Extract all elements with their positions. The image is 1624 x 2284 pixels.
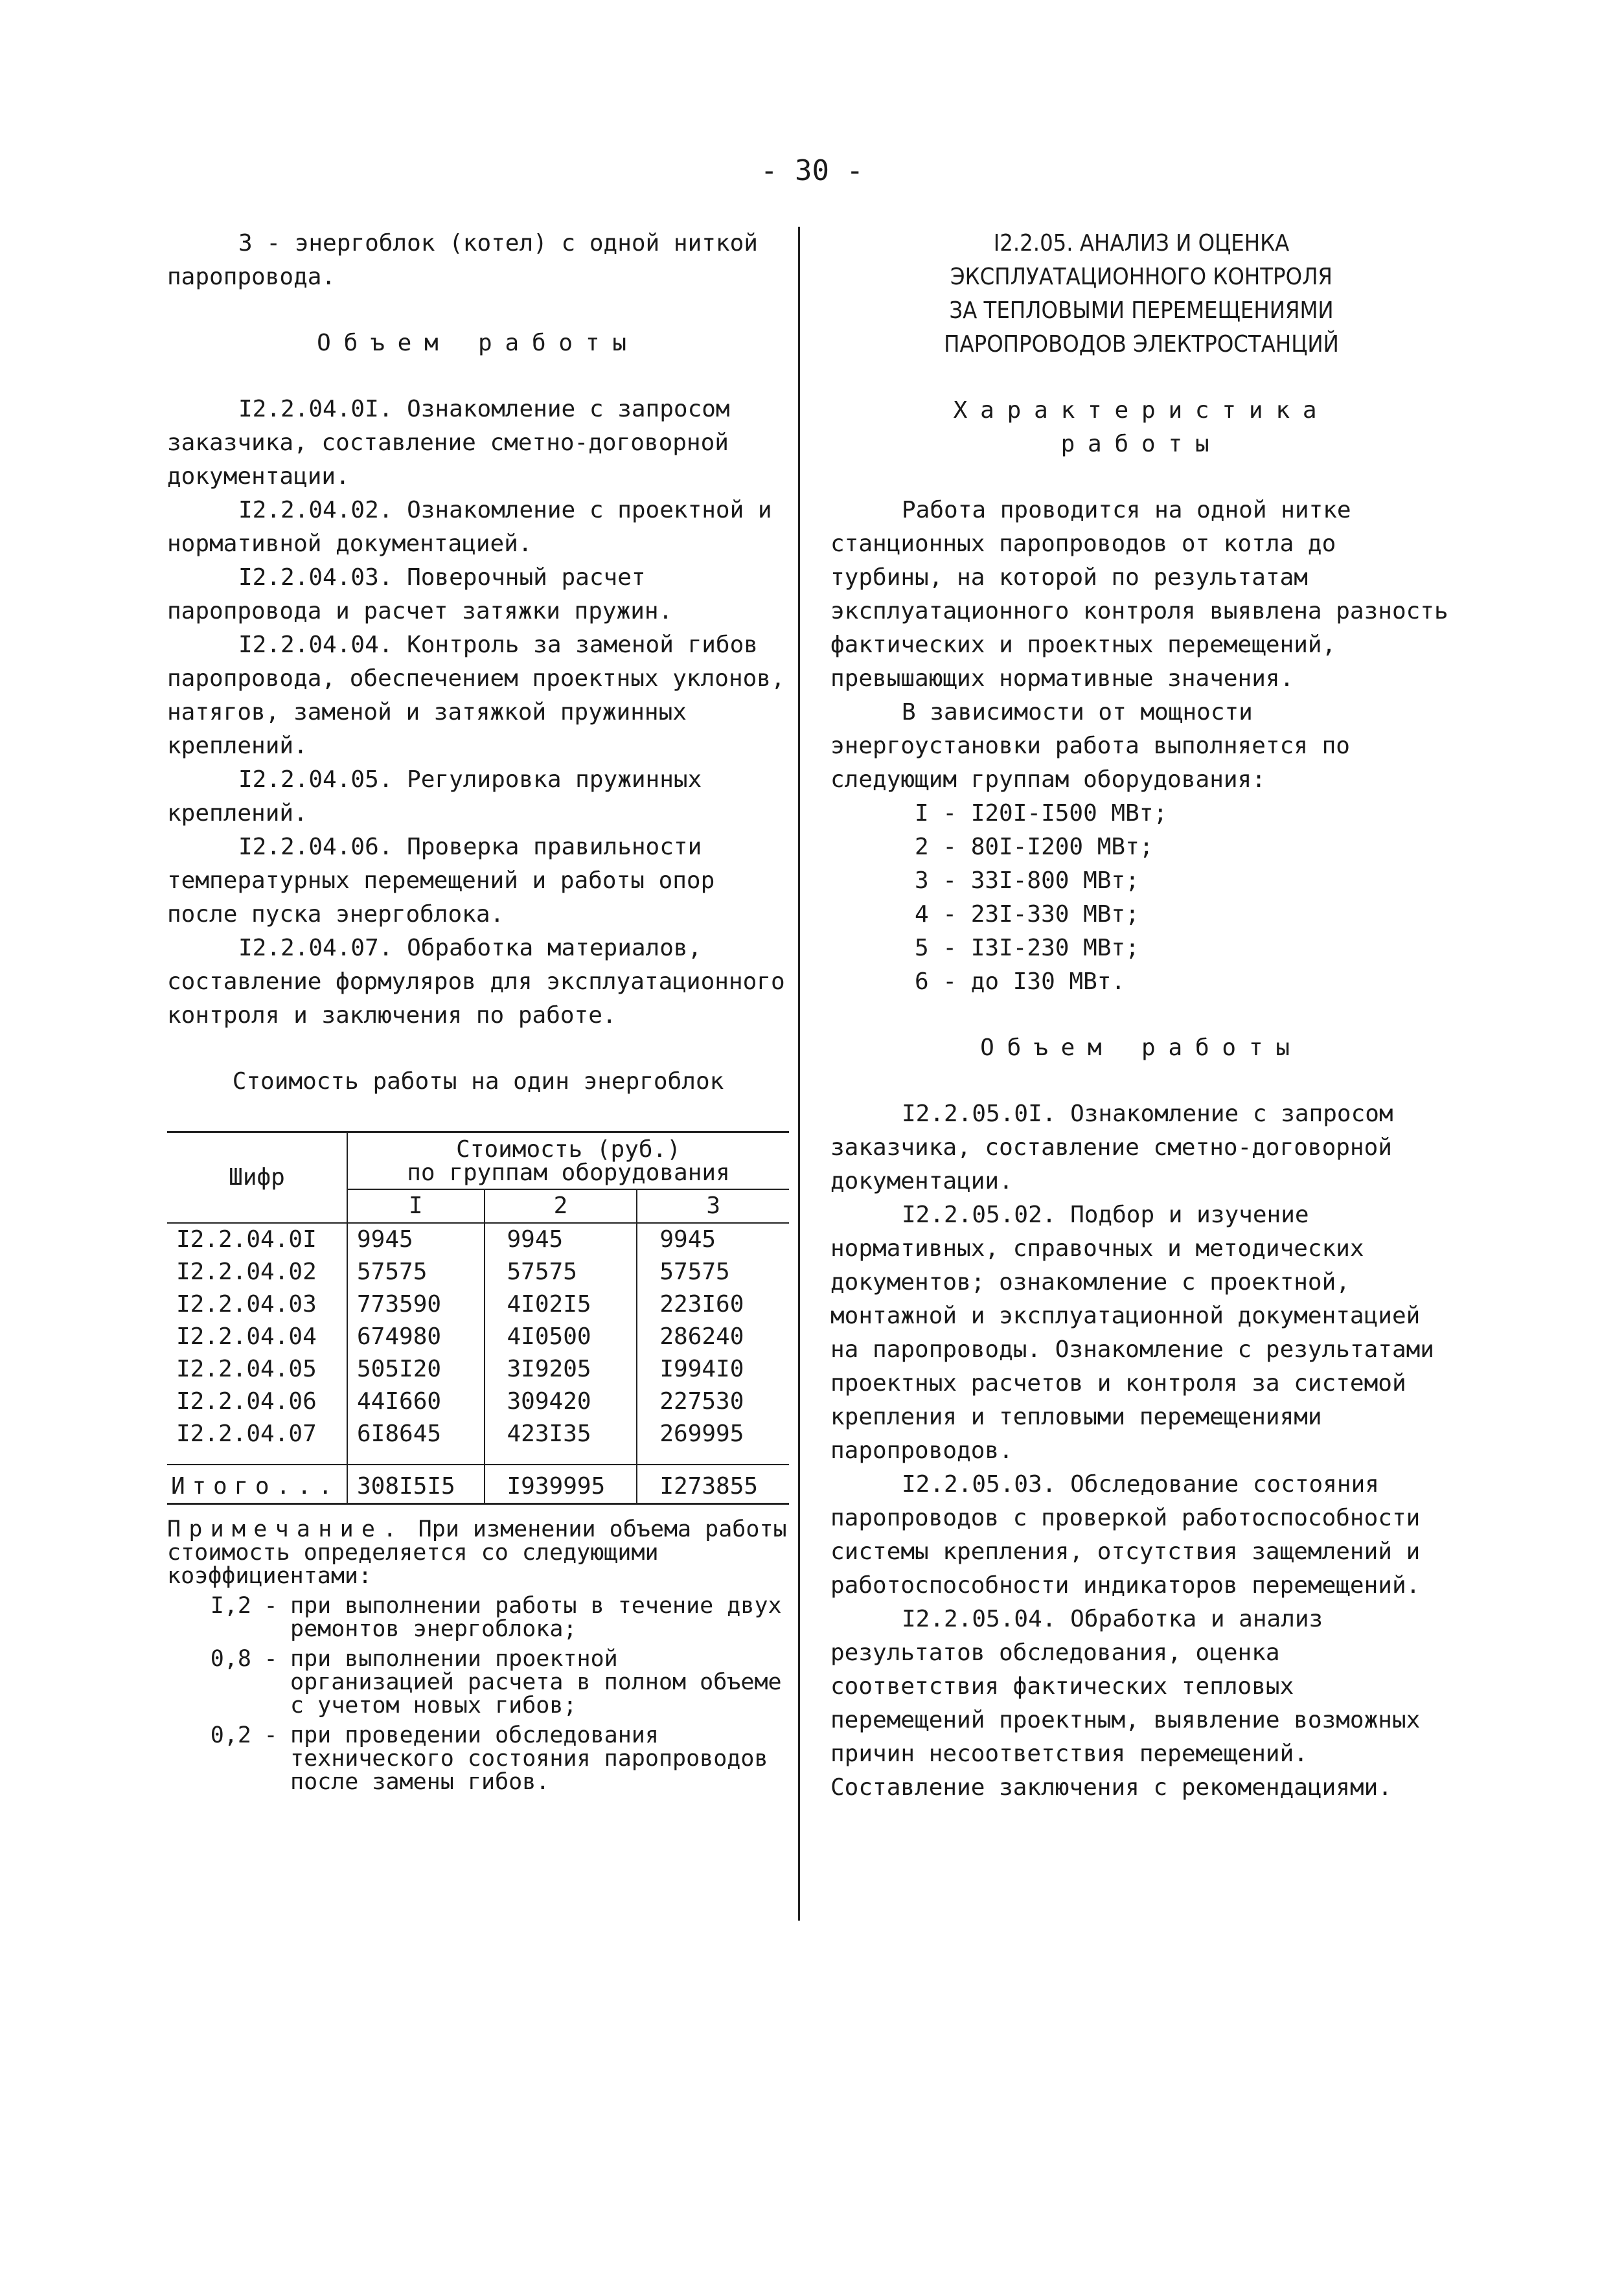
row-code: I2.2.04.05	[167, 1353, 347, 1386]
table-header-cost-line2: по группам оборудования	[407, 1159, 730, 1186]
work-item: I2.2.04.0I. Ознакомление с запросом заказчика, составление сметно-договорной документации.	[167, 396, 730, 490]
cost-table	[167, 1131, 789, 1505]
table-header-cipher: Шифр	[167, 1133, 347, 1223]
row-value: 773590	[347, 1288, 485, 1321]
note-text: При изменении объема работы стоимость определяется со следующими коэффициентами:	[167, 1516, 787, 1589]
table-header-cost	[347, 1133, 789, 1189]
section-title	[830, 227, 1452, 361]
row-value: 4I0500	[485, 1321, 637, 1353]
coefficient-value: 0,2	[210, 1722, 251, 1748]
table-header-cost-line1: Стоимость (руб.)	[456, 1136, 681, 1163]
work-item: I2.2.04.04. Контроль за заменой гибов паропровода, обеспечением проектных уклонов, натягов, заменой и затяжкой пружинных креплений.	[167, 632, 785, 759]
note-coefficient: 0,2 - при проведении обследования технического состояния паропроводов после замены гибов.	[167, 1724, 789, 1794]
row-code: I2.2.04.0I	[167, 1223, 347, 1256]
work-item: I2.2.04.05. Регулировка пружинных креплений.	[167, 766, 702, 827]
section-title-line: ЭКСПЛУАТАЦИОННОГО КОНТРОЛЯ	[950, 264, 1332, 290]
table-total-row	[167, 1465, 789, 1503]
section-title-line: ПАРОПРОВОДОВ ЭЛЕКТРОСТАНЦИЙ	[944, 331, 1339, 358]
work-item: I2.2.05.03. Обследование состояния паропроводов с проверкой работоспособности системы крепления, отсутствия защемлений и работоспособности индикаторов перемещений.	[830, 1471, 1421, 1599]
column-divider	[798, 227, 800, 1921]
intro-text: 3 - энергоблок (котел) с одной ниткой паропровода.	[167, 230, 758, 290]
row-value: 57575	[659, 1259, 730, 1285]
left-column	[167, 227, 789, 1794]
row-value: 269995	[659, 1421, 744, 1447]
coefficient-value: 0,8	[210, 1646, 251, 1672]
row-value: 3I9205	[485, 1353, 637, 1386]
work-item: I2.2.04.02. Ознакомление с проектной и нормативной документацией.	[167, 497, 772, 557]
equipment-groups	[915, 797, 1452, 999]
total-value: I273855	[637, 1465, 789, 1503]
table-header-group: I	[347, 1189, 485, 1223]
equipment-group: 5 - I3I-230 МВт;	[915, 935, 1139, 961]
work-item: I2.2.04.03. Поверочный расчет паропровода и расчет затяжки пружин.	[167, 564, 673, 624]
volume-heading: Объем работы	[317, 330, 639, 356]
table-row	[167, 1223, 789, 1256]
table-row	[167, 1386, 789, 1418]
work-item: I2.2.05.04. Обработка и анализ результатов обследования, оценка соответствия фактических тепловых перемещений проектным, выявление возможных причин несоответствия перемещений. Составление заключения с рекомендациями.	[830, 1606, 1421, 1801]
row-value: 674980	[347, 1321, 485, 1353]
table-row	[167, 1288, 789, 1321]
note-block	[167, 1518, 789, 1794]
volume-heading: Объем работы	[980, 1034, 1303, 1061]
total-label: Итого...	[167, 1465, 347, 1503]
characteristic-heading: Характеристика	[953, 397, 1330, 424]
table-row	[167, 1418, 789, 1450]
row-value: 9945	[659, 1226, 716, 1253]
table-header-group: 3	[637, 1189, 789, 1223]
note-label: Примечание.	[167, 1516, 405, 1542]
coefficient-text: при выполнении проектной организацией расчета в полном объеме с учетом новых гибов;	[290, 1646, 782, 1719]
row-value: 286240	[659, 1323, 744, 1350]
row-value: 423I35	[485, 1418, 637, 1450]
work-item: I2.2.05.02. Подбор и изучение нормативных, справочных и методических документов; ознакомление с проектной, монтажной и эксплуатационной документацией на паропроводы. Ознакомление с результатами проектных расчетов и контроля за системой крепления и тепловыми перемещениями паропроводов.	[830, 1202, 1434, 1464]
description-paragraph: В зависимости от мощности энергоустановки работа выполняется по следующим группам оборудования:	[830, 699, 1350, 793]
table-row	[167, 1256, 789, 1288]
row-code: I2.2.04.02	[167, 1256, 347, 1288]
characteristic-heading-2: работы	[1060, 431, 1222, 457]
row-value: 44I660	[347, 1386, 485, 1418]
row-value: 227530	[659, 1388, 744, 1415]
row-value: 9945	[485, 1223, 637, 1256]
row-value: 4I02I5	[485, 1288, 637, 1321]
row-code: I2.2.04.06	[167, 1386, 347, 1418]
row-code: I2.2.04.07	[167, 1418, 347, 1450]
table-row	[167, 1321, 789, 1353]
row-value: 505I20	[347, 1353, 485, 1386]
table-row	[167, 1353, 789, 1386]
work-item: I2.2.04.07. Обработка материалов, составление формуляров для эксплуатационного контроля и заключения по работе.	[167, 935, 785, 1029]
table-header-group: 2	[485, 1189, 637, 1223]
row-value: 57575	[347, 1256, 485, 1288]
row-code: I2.2.04.04	[167, 1321, 347, 1353]
cost-caption: Стоимость работы на один энергоблок	[232, 1068, 724, 1095]
equipment-group: I - I20I-I500 МВт;	[915, 800, 1168, 827]
note-coefficient: 0,8 - при выполнении проектной организацией расчета в полном объеме с учетом новых гибов;	[167, 1647, 789, 1717]
description-paragraph: Работа проводится на одной нитке станционных паропроводов от котла до турбины, на которой по результатам эксплуатационного контроля выявлена разность фактических и проектных перемещений, превышающих нормативные значения.	[830, 497, 1448, 692]
equipment-group: 3 - 33I-800 МВт;	[915, 867, 1139, 894]
row-value: 9945	[347, 1223, 485, 1256]
row-code: I2.2.04.03	[167, 1288, 347, 1321]
row-value: 6I8645	[347, 1418, 485, 1450]
total-value: I939995	[485, 1465, 637, 1503]
row-value: 57575	[485, 1256, 637, 1288]
section-title-line: I2.2.05. АНАЛИЗ И ОЦЕНКА	[993, 230, 1290, 257]
page-number: - 30 -	[761, 154, 863, 187]
equipment-group: 2 - 80I-I200 МВт;	[915, 834, 1154, 860]
coefficient-text: при проведении обследования технического состояния паропроводов после замены гибов.	[290, 1722, 768, 1795]
total-value: 308I5I5	[347, 1465, 485, 1503]
coefficient-value: I,2	[210, 1593, 251, 1619]
row-value: I994I0	[659, 1356, 744, 1382]
work-item: I2.2.04.06. Проверка правильности температурных перемещений и работы опор после пуска энергоблока.	[167, 834, 715, 928]
note-coefficient: I,2 - при выполнении работы в течение двух ремонтов энергоблока;	[167, 1594, 789, 1641]
equipment-group: 4 - 23I-330 МВт;	[915, 901, 1139, 928]
section-title-line: ЗА ТЕПЛОВЫМИ ПЕРЕМЕЩЕНИЯМИ	[949, 297, 1334, 324]
equipment-group: 6 - до I30 МВт.	[915, 968, 1126, 995]
coefficient-text: при выполнении работы в течение двух ремонтов энергоблока;	[290, 1593, 782, 1642]
right-column	[830, 227, 1452, 1805]
row-value: 223I60	[659, 1291, 744, 1318]
row-value: 309420	[485, 1386, 637, 1418]
work-item: I2.2.05.0I. Ознакомление с запросом заказчика, составление сметно-договорной документации.	[830, 1101, 1393, 1194]
